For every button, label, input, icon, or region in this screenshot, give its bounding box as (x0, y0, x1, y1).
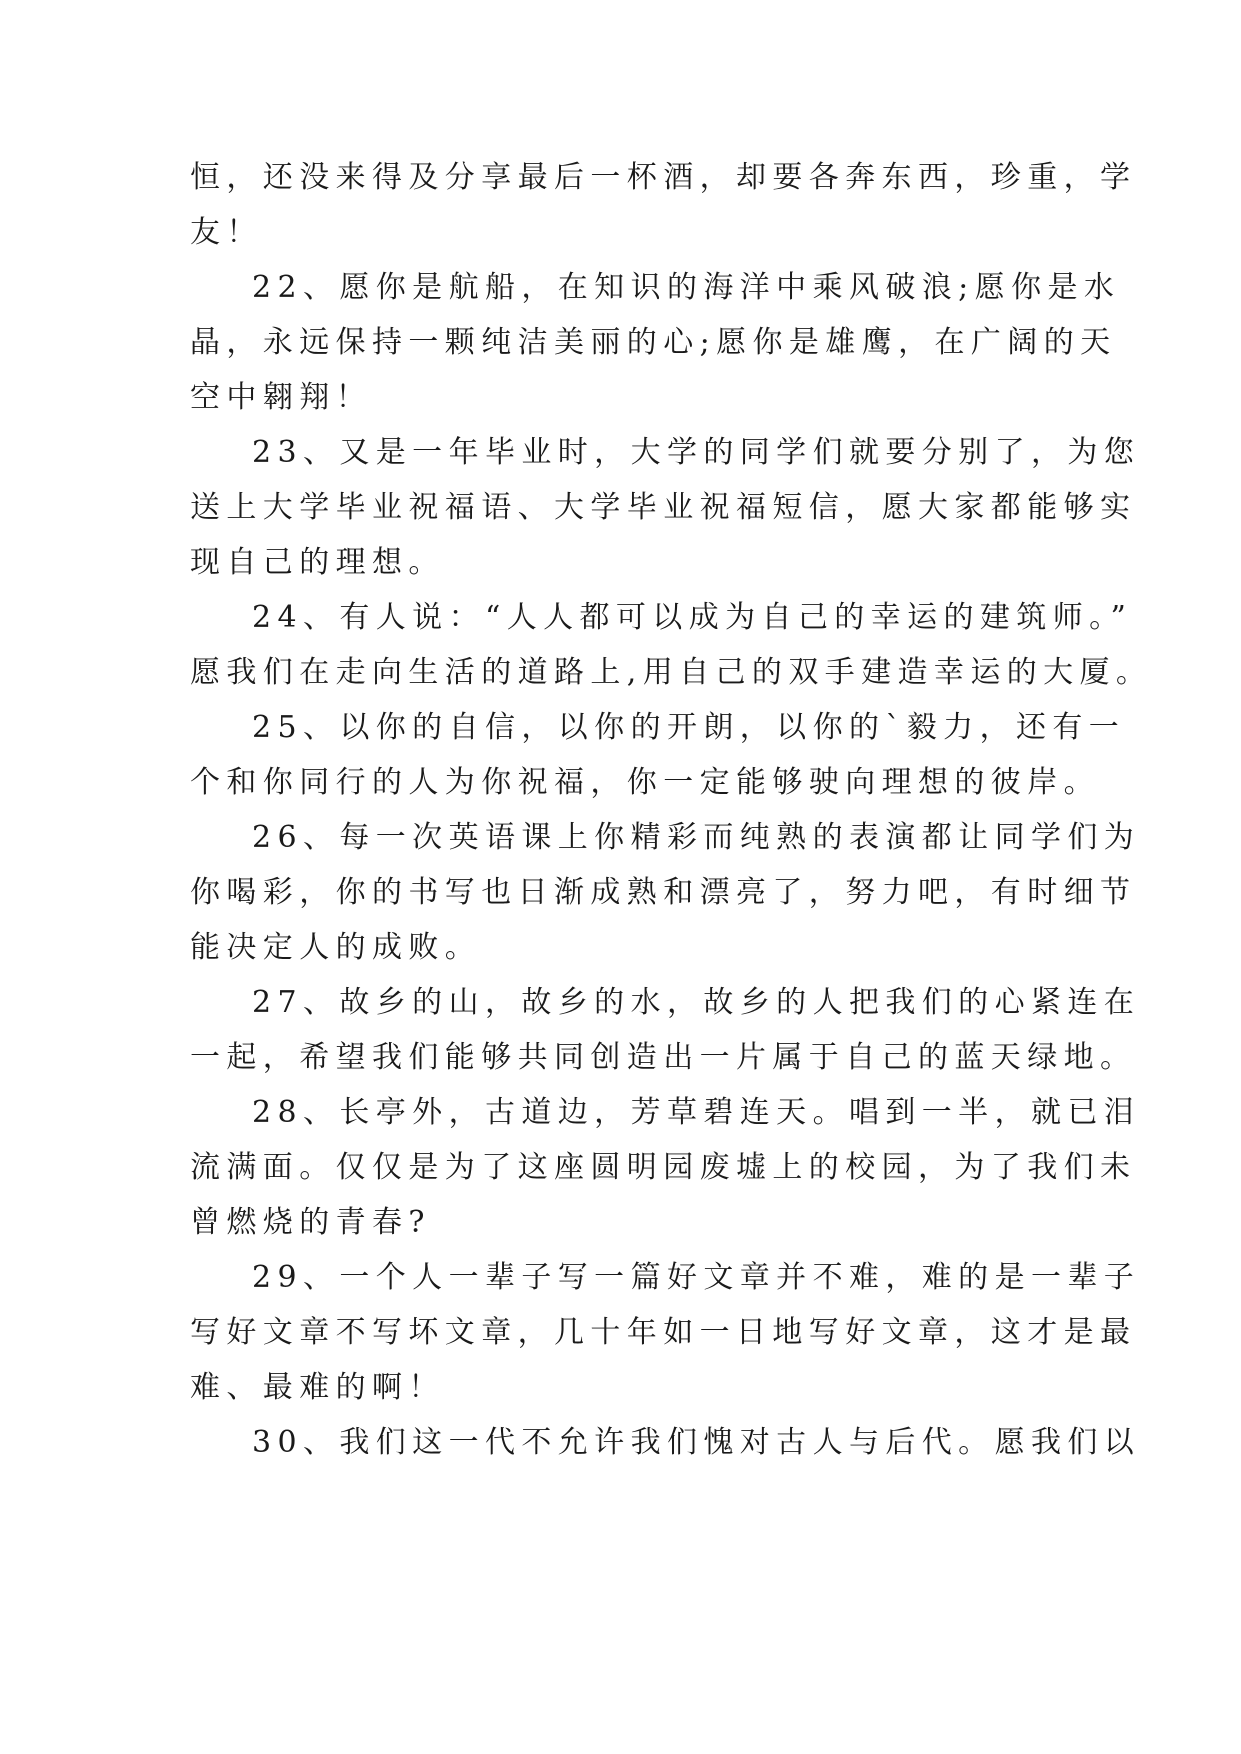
paragraph-29-line: 29、一个人一辈子写一篇好文章并不难，难的是一辈子 (252, 1260, 1141, 1295)
text-line: 你喝彩，你的书写也日渐成熟和漂亮了，努力吧，有时细节 (190, 875, 1137, 910)
text-line: 曾燃烧的青春? (190, 1205, 431, 1240)
text-line: 难、最难的啊！ (190, 1370, 445, 1405)
paragraph-22-line: 22、愿你是航船，在知识的海洋中乘风破浪;愿你是水 (252, 270, 1121, 305)
text-line: 送上大学毕业祝福语、大学毕业祝福短信，愿大家都能够实 (190, 490, 1137, 525)
paragraph-25-line: 25、以你的自信，以你的开朗，以你的`毅力，还有一 (252, 710, 1126, 745)
paragraph-24-line: 24、有人说：“人人都可以成为自己的幸运的建筑师。” (252, 600, 1133, 635)
text-line: 流满面。仅仅是为了这座圆明园废墟上的校园，为了我们未 (190, 1150, 1137, 1185)
paragraph-27-line: 27、故乡的山，故乡的水，故乡的人把我们的心紧连在 (252, 985, 1141, 1020)
text-line: 个和你同行的人为你祝福，你一定能够驶向理想的彼岸。 (190, 765, 1100, 800)
text-line: 空中翱翔！ (190, 380, 372, 415)
paragraph-30-line: 30、我们这一代不允许我们愧对古人与后代。愿我们以 (252, 1425, 1141, 1460)
text-line: 现自己的理想。 (190, 545, 445, 580)
paragraph-28-line: 28、长亭外，古道边，芳草碧连天。唱到一半，就已泪 (252, 1095, 1141, 1130)
text-line: 一起，希望我们能够共同创造出一片属于自己的蓝天绿地。 (190, 1040, 1137, 1075)
text-line: 恒，还没来得及分享最后一杯酒，却要各奔东西，珍重，学 (190, 160, 1137, 195)
text-line: 愿我们在走向生活的道路上,用自己的双手建造幸运的大厦。 (190, 655, 1153, 690)
paragraph-23-line: 23、又是一年毕业时，大学的同学们就要分别了，为您 (252, 435, 1141, 470)
text-line: 能决定人的成败。 (190, 930, 482, 965)
paragraph-26-line: 26、每一次英语课上你精彩而纯熟的表演都让同学们为 (252, 820, 1141, 855)
text-line: 写好文章不写坏文章，几十年如一日地写好文章，这才是最 (190, 1315, 1137, 1350)
text-line: 友！ (190, 215, 263, 250)
text-line: 晶，永远保持一颗纯洁美丽的心;愿你是雄鹰，在广阔的天 (190, 325, 1117, 360)
